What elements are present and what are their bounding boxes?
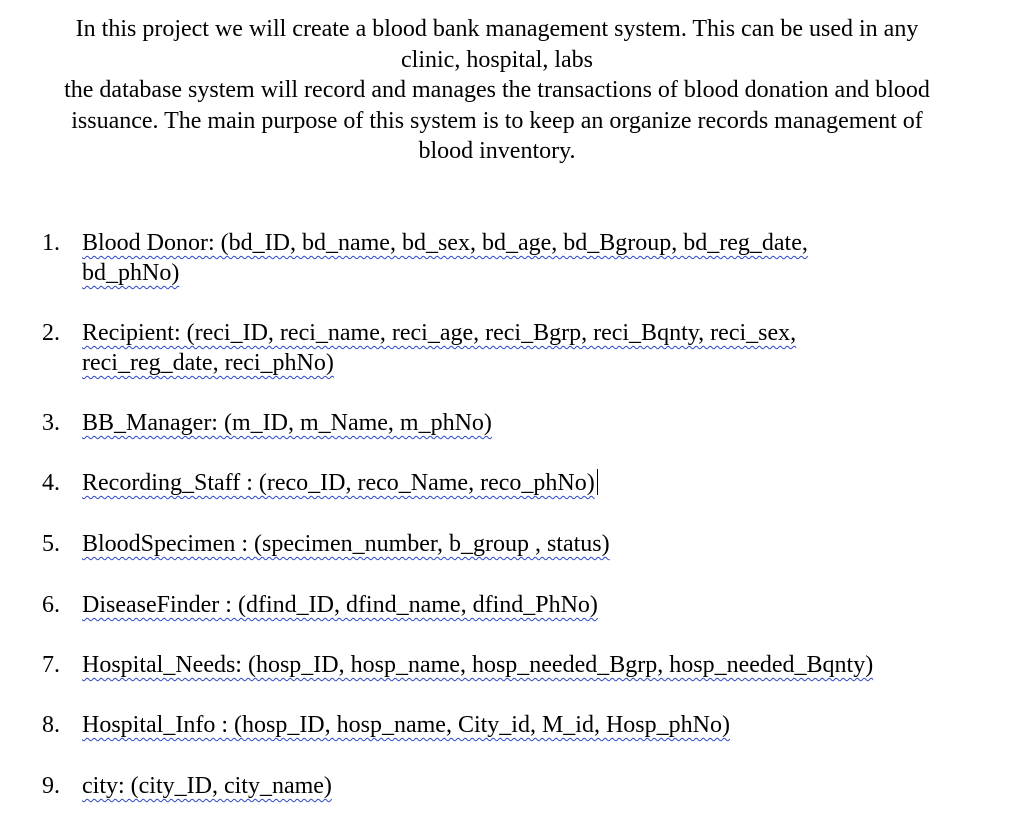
entity-line: Blood Donor: (bd_ID, bd_name, bd_sex, bd_age, bd_Bgroup, bd_reg_date, xyxy=(82,230,808,256)
list-number: 3. xyxy=(42,410,60,436)
entity-line: bd_phNo) xyxy=(82,260,180,286)
entity-line: BB_Manager: (m_ID, m_Name, m_phNo) xyxy=(82,410,492,436)
entity-line-with-caret xyxy=(82,468,962,498)
entity-definition xyxy=(82,318,962,378)
entity-line: reci_reg_date, reci_phNo) xyxy=(82,350,334,376)
list-number: 7. xyxy=(42,652,60,678)
entity-definition xyxy=(82,771,962,801)
entity-line: city: (city_ID, city_name) xyxy=(82,773,332,799)
text-cursor xyxy=(597,469,598,495)
list-number: 1. xyxy=(42,230,60,256)
intro-line-3: the database system will record and manages the transactions of blood donation and blood xyxy=(64,77,930,103)
intro-line-5: blood inventory. xyxy=(418,138,576,164)
intro-line-4: issuance. The main purpose of this system is to keep an organize records management of xyxy=(71,107,923,134)
entity-definition xyxy=(82,710,962,740)
intro-paragraph xyxy=(18,14,976,167)
entity-line: Recipient: (reci_ID, reci_name, reci_age, reci_Bgrp, reci_Bqnty, reci_sex, xyxy=(82,320,797,346)
list-number: 6. xyxy=(42,592,60,618)
entity-definition xyxy=(82,529,962,559)
entity-line: Recording_Staff : (reco_ID, reco_Name, reco_phNo) xyxy=(82,470,595,496)
entity-definition xyxy=(82,408,962,438)
entity-definition xyxy=(82,468,962,498)
entity-line: Hospital_Info : (hosp_ID, hosp_name, City_id, M_id, Hosp_phNo) xyxy=(82,712,730,738)
entity-definition xyxy=(82,590,962,620)
list-number: 8. xyxy=(42,712,60,738)
list-number: 4. xyxy=(42,470,60,496)
entity-line: DiseaseFinder : (dfind_ID, dfind_name, dfind_PhNo) xyxy=(82,592,598,618)
entity-definition xyxy=(82,228,962,288)
list-number: 5. xyxy=(42,531,60,557)
entity-line: Hospital_Needs: (hosp_ID, hosp_name, hosp_needed_Bgrp, hosp_needed_Bqnty) xyxy=(82,652,874,678)
entity-line: BloodSpecimen : (specimen_number, b_group , status) xyxy=(82,531,610,557)
entity-definition xyxy=(82,650,962,680)
list-number: 2. xyxy=(42,320,60,346)
intro-line-2: clinic, hospital, labs xyxy=(401,46,593,73)
list-number: 9. xyxy=(42,773,60,799)
intro-line-1: In this project we will create a blood bank management system. This can be used in any xyxy=(75,16,919,42)
